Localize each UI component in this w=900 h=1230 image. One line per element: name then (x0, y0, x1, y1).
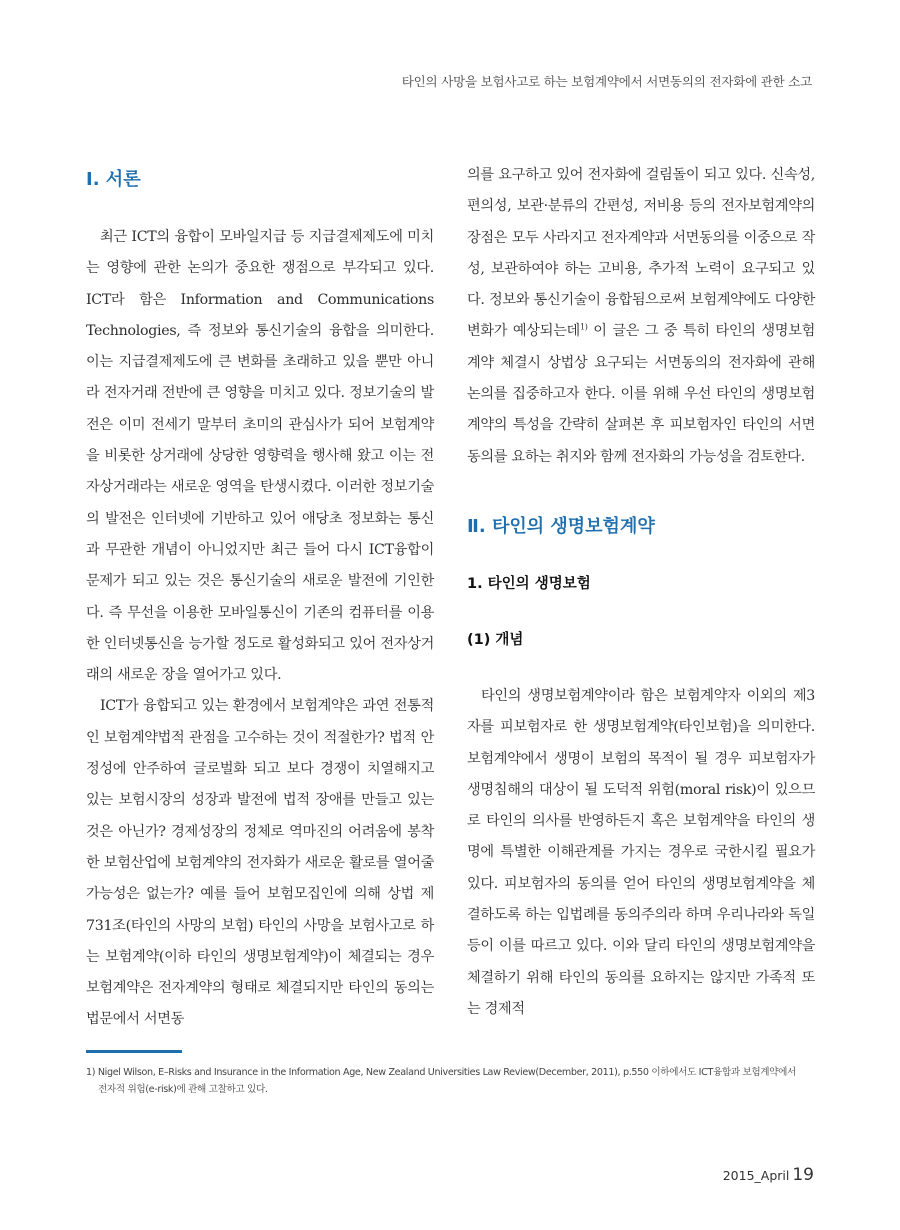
section-1-paragraph-3 (467, 160, 815, 473)
footnote-line-2: 전자적 위험(e-risk)에 관해 고찰하고 있다. (98, 1084, 268, 1095)
subsection-1-1-title: (1) 개념 (467, 631, 524, 648)
section-1-paragraph-1: 최근 ICT의 융합이 모바일지급 등 지급결제제도에 미치는 영향에 관한 논의가 중요한 쟁점으로 부각되고 있다. ICT라 함은 Information and Communications Technologies, 즉 정보와 통신기술의 융합을 의미한다. 이는 지급결제제도에 큰 변화를 초래하고 있을 뿐만 아니라 전자거래 전반에 큰 영향을 미치고 있다. 정보기술의 발전은 이미 전세기 말부터 초미의 관심사가 되어 보험계약을 비롯한 상거래에 상당한 영향력을 행사해 왔고 이는 전자상거래라는 새로운 영역을 탄생시켰다. 이러한 정보기술의 발전은 인터넷에 기반하고 있어 애당초 정보화는 통신과 무관한 개념이 아니었지만 최근 들어 다시 ICT융합이 문제가 되고 있는 것은 통신기술의 새로운 발전에 기인한다. 즉 무선을 이용한 모바일통신이 기존의 컴퓨터를 이용한 인터넷통신을 능가할 정도로 활성화되고 있어 전자상거래의 새로운 장을 열어가고 있다. (86, 229, 434, 684)
section-1-paragraph-2: ICT가 융합되고 있는 환경에서 보험계약은 과연 전통적인 보험계약법적 관점을 고수하는 것이 적절한가? 법적 안정성에 안주하여 글로벌화 되고 보다 경쟁이 치열해지고 있는 보험시장의 성장과 발전에 법적 장애를 만들고 있는 것은 아닌가? 경제성장의 정체로 역마진의 어려움에 봉착한 보험산업에 보험계약의 전자화가 새로운 활로를 열어줄 가능성은 없는가? 예를 들어 보험모집인에 의해 상법 제731조(타인의 사망의 보험) 타인의 사망을 보험사고로 하는 보험계약(이하 타인의 생명보험계약)이 체결되는 경우 보험계약은 전자계약의 형태로 체결되지만 타인의 동의는 법문에서 서면동 (86, 698, 434, 1028)
section-2-paragraph-1: 타인의 생명보험계약이라 함은 보험계약자 이외의 제3자를 피보험자로 한 생명보험계약(타인보험)을 의미한다. 보험계약에서 생명이 보험의 목적이 될 경우 피보험자가 생명침해의 대상이 될 도덕적 위험(moral risk)이 있으므로 타인의 의사를 반영하든지 혹은 보험계약을 타인의 생명에 특별한 이해관계를 가지는 경우로 국한시킬 필요가 있다. 피보험자의 동의를 얻어 타인의 생명보험계약을 체결하도록 하는 입법례를 동의주의라 하며 우리나라와 독일 등이 이를 따르고 있다. 이와 달리 타인의 생명보험계약을 체결하기 위해 타인의 동의를 요하지는 않지만 가족적 또는 경제적 (467, 687, 815, 1017)
running-header: 타인의 사망을 보험사고로 하는 보험계약에서 서면동의의 전자화에 관한 소고 (401, 74, 812, 89)
section-1-title: Ⅰ. 서론 (86, 169, 141, 190)
left-column (86, 160, 434, 1036)
footnote (86, 1064, 816, 1098)
issue-label: 2015_April (722, 1168, 790, 1183)
paragraph-3-text-a: 의를 요구하고 있어 전자화에 걸림돌이 되고 있다. 신속성, 편의성, 보관·분류의 간편성, 저비용 등의 전자보험계약의 장점은 모두 사라지고 전자계약과 서면동의를 이중으로 작성, 보관하여야 하는 고비용, 추가적 노력이 요구되고 있다. 정보와 통신기술이 융합됨으로써 보험계약에도 다양한 변화가 예상되는데 (467, 167, 815, 340)
page-number: 19 (792, 1165, 814, 1185)
page-footer (723, 1165, 814, 1185)
subsection-1-title: 1. 타인의 생명보험 (467, 575, 591, 592)
paragraph-3-text-b: 이 글은 그 중 특히 타인의 생명보험계약 체결시 상법상 요구되는 서면동의의 전자화에 관해 논의를 집중하고자 한다. 이를 위해 우선 타인의 생명보험계약의 특성을 간략히 살펴본 후 피보험자인 타인의 서면동의를 요하는 취지와 함께 전자화의 가능성을 검토한다. (467, 323, 815, 465)
footnote-line-1: 1) Nigel Wilson, E–Risks and Insurance in the Information Age, New Zealand Universities Law Review(December, 2011), p.550 이하에서도 ICT융합과 보험계약에서 (86, 1067, 796, 1078)
footnote-ref[interactable]: 1) (579, 322, 588, 332)
footnote-divider (86, 1050, 182, 1053)
section-2-title: Ⅱ. 타인의 생명보험계약 (467, 515, 655, 537)
right-column (467, 160, 815, 1025)
